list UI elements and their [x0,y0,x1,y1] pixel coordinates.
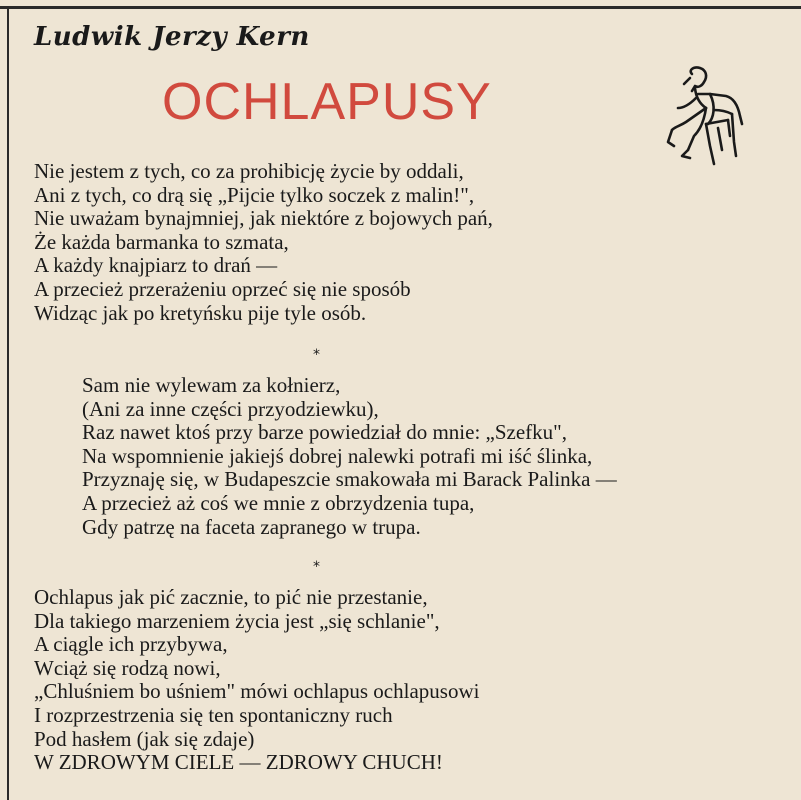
stanza-1 [34,160,493,325]
left-border-rule [7,6,9,800]
poem-line: I rozprzestrzenia się ten spontaniczny ruch [34,702,393,727]
author-name: Ludwik Jerzy Kern [34,22,310,52]
stanza-separator-star: * [313,559,320,575]
poem-line: Na wspomnienie jakiejś dobrej nalewki potrafi mi iść ślinka, [82,443,593,468]
poem-line: (Ani za inne części przyodziewku), [82,396,379,421]
poem-line: A przecież przerażeniu oprzeć się nie sposób [34,276,411,301]
poem-line: Widząc jak po kretyńsku pije tyle osób. [34,300,367,325]
seated-man-drawing-icon [648,64,758,174]
stanza-2 [82,374,617,539]
poem-line: A ciągle ich przybywa, [34,632,228,657]
poem-line: Że każda barmanka to szmata, [34,229,289,254]
poem-line: Pod hasłem (jak się zdaje) [34,726,255,751]
poem-line: A każdy knajpiarz to drań — [34,253,278,278]
poem-line: Wciąż się rodzą nowi, [34,655,221,680]
poem-line: Dla takiego marzeniem życia jest „się schlanie", [34,608,440,633]
poem-line: A przecież aż coś we mnie z obrzydzenia tupa, [82,490,475,515]
poem-line: Nie jestem z tych, co za prohibicję życie by oddali, [34,159,464,183]
poem-line: Ani z tych, co drą się „Pijcie tylko soczek z malin!", [34,182,475,207]
poem-line: W ZDROWYM CIELE — ZDROWY CHUCH! [34,750,443,775]
poem-line: Ochlapus jak pić zacznie, to pić nie przestanie, [34,585,428,609]
poem-title: OCHLAPUSY [162,73,492,131]
poem-line: Nie uważam bynajmniej, jak niektóre z bojowych pań, [34,206,493,231]
poem-line: Sam nie wylewam za kołnierz, [82,373,341,397]
stanza-separator-star: * [313,347,320,363]
poem-line: Raz nawet ktoś przy barze powiedział do mnie: „Szefku", [82,420,567,445]
poem-line: Przyznaję się, w Budapeszcie smakowała mi Barack Palinka — [82,467,617,492]
poem-line: Gdy patrzę na faceta zapranego w trupa. [82,514,421,539]
poem-line: „Chluśniem bo uśniem" mówi ochlapus ochlapusowi [34,679,480,704]
stanza-3 [34,586,479,775]
top-border-rule [0,6,801,9]
